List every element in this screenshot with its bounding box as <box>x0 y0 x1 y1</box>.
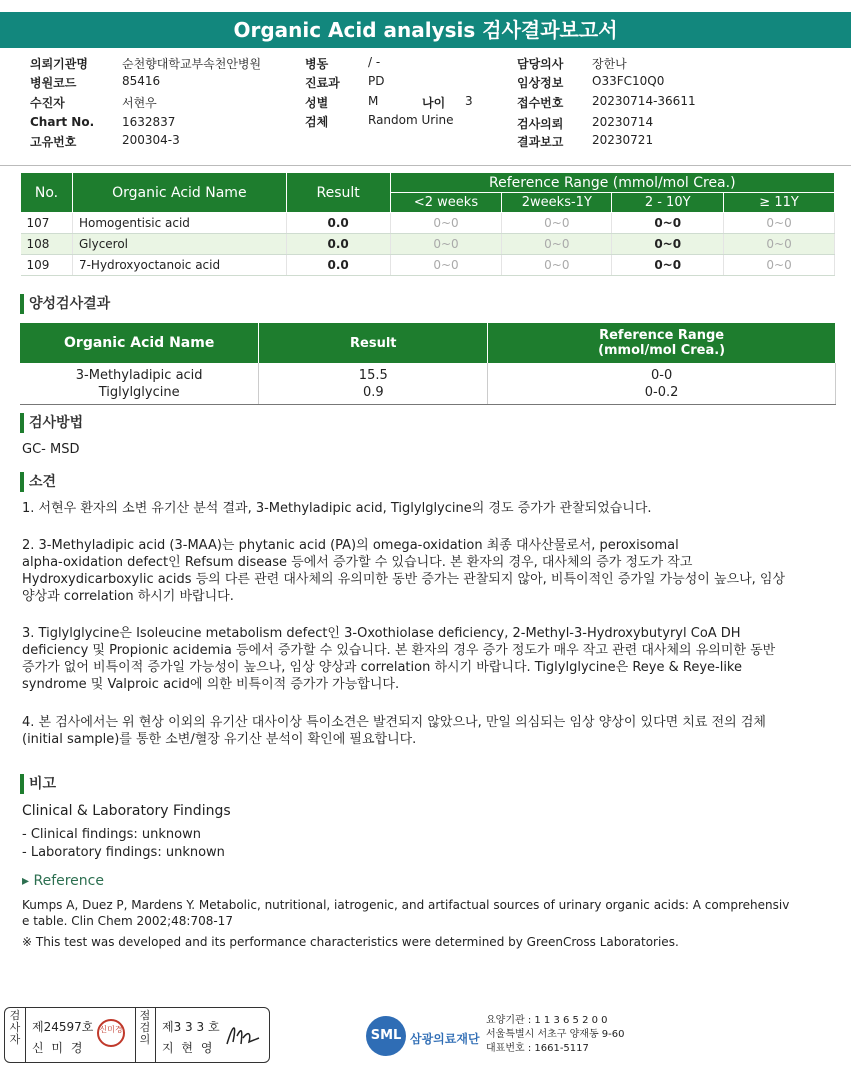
row-result: 0.0 <box>286 255 390 276</box>
test-note: ※ This test was developed and its performance characteristics were determined by GreenCross Laboratories. <box>22 935 679 949</box>
text-line: 2. 3-Methyladipic acid (3-MAA)는 phytanic acid (PA)의 omega-oxidation 최종 대사산물로서, peroxisomal <box>22 538 679 553</box>
info-label: 검사의뢰 <box>517 117 564 131</box>
info-label: 성별 <box>305 96 329 110</box>
row-name: Homogentisic acid <box>72 213 286 234</box>
section-title-opinion: 소견 <box>20 472 56 492</box>
col-header-result: Result <box>259 323 488 363</box>
text-line: deficiency 및 Propionic acidemia 등에서 증가할 수 있습니다. 본 환자의 경우 증가 정도가 매우 작고 관련 대사체의 유의미한 동반 <box>22 643 776 658</box>
info-value: 장한나 <box>592 57 627 71</box>
text-line: syndrome 및 Valproic acid에 의한 비특이적 증가가 가능합니다. <box>22 677 400 692</box>
row-ref: 0~0 <box>502 234 612 255</box>
reference-text <box>22 897 789 929</box>
examiner-label: 검사자 <box>9 1009 21 1046</box>
info-label: 임상정보 <box>517 76 564 90</box>
info-value: M <box>368 94 379 108</box>
info-value: 20230714 <box>592 115 654 129</box>
info-value: 20230721 <box>592 133 654 147</box>
text-line: Hydroxydicarboxylic acids 등의 다른 관련 대사체의 유의미한 동반 증가는 관찰되지 않아, 비특이적인 증가일 가능성이 높으나, 임상 <box>22 572 786 587</box>
checker-number: 제3 3 3 호 <box>162 1020 220 1034</box>
info-label: 병동 <box>305 57 329 71</box>
row-no: 107 <box>21 213 73 234</box>
text-line: 양상과 correlation 하시기 바랍니다. <box>22 589 234 604</box>
findings-item: - Clinical findings: unknown <box>22 827 201 842</box>
age-label: 나이 <box>422 96 446 110</box>
info-label: Chart No. <box>30 115 95 129</box>
table-row <box>21 213 835 234</box>
method-text: GC- MSD <box>22 442 80 457</box>
row-ref: 0~0 <box>390 234 502 255</box>
row-ref: 0~0 <box>612 234 724 255</box>
results-table <box>20 172 835 276</box>
row-result: 15.5 <box>259 363 488 384</box>
info-value: / - <box>368 55 381 69</box>
contact-line: 요양기관 : 1 1 3 6 5 2 0 0 <box>486 1015 608 1026</box>
row-no: 108 <box>21 234 73 255</box>
info-value: Random Urine <box>368 113 454 127</box>
info-label: 접수번호 <box>517 96 564 110</box>
row-ref: 0-0.2 <box>488 384 836 405</box>
checker-name: 지 현 영 <box>162 1041 215 1055</box>
contact-line: 서울특별시 서초구 양재동 9-60 <box>486 1029 625 1040</box>
col-header-name: Organic Acid Name <box>20 323 259 363</box>
row-no: 109 <box>21 255 73 276</box>
opinion-paragraph <box>22 625 775 693</box>
row-ref: 0~0 <box>724 255 835 276</box>
info-label: 수진자 <box>30 96 65 110</box>
ref-col-header: 2 - 10Y <box>612 193 724 213</box>
row-ref: 0~0 <box>612 255 724 276</box>
info-value: 85416 <box>122 74 161 88</box>
row-ref: 0~0 <box>502 255 612 276</box>
info-label: 의뢰기관명 <box>30 57 88 71</box>
col-header-result: Result <box>286 173 390 213</box>
opinion-paragraph: 1. 서현우 환자의 소변 유기산 분석 결과, 3-Methyladipic acid, Tiglylglycine의 경도 증가가 관찰되었습니다. <box>22 501 652 516</box>
reference-heading: ▸ Reference <box>22 873 104 889</box>
ref-col-header: <2 weeks <box>390 193 502 213</box>
reference-line: (mmol/mol Crea.) <box>598 343 726 358</box>
text-line: alpha-oxidation defect인 Refsum disease 등에서 증가할 수 있습니다. 본 환자의 경우, 대사체의 증가 정도가 작고 <box>22 555 693 570</box>
row-ref: 0~0 <box>724 234 835 255</box>
age-value: 3 <box>465 94 473 108</box>
section-title-positive: 양성검사결과 <box>20 294 110 314</box>
col-header-name: Organic Acid Name <box>72 173 286 213</box>
text-line: 3. Tiglylglycine은 Isoleucine metabolism defect인 3-Oxothiolase deficiency, 2-Methyl-3-Hydroxybutyryl CoA DH <box>22 626 741 641</box>
section-title-method: 검사방법 <box>20 413 83 433</box>
opinion-paragraph <box>22 714 766 748</box>
positive-results-table <box>20 323 836 405</box>
row-ref: 0~0 <box>724 213 835 234</box>
table-row <box>21 255 835 276</box>
row-name: 7-Hydroxyoctanoic acid <box>72 255 286 276</box>
divider <box>25 1008 26 1062</box>
row-ref: 0-0 <box>488 363 836 384</box>
divider <box>155 1008 156 1062</box>
row-result: 0.0 <box>286 213 390 234</box>
info-label: 결과보고 <box>517 135 564 149</box>
info-value: PD <box>368 74 385 88</box>
text-line: Kumps A, Duez P, Mardens Y. Metabolic, nutritional, iatrogenic, and artifactual sources of urinary organic acids: A comprehensiv <box>22 898 790 912</box>
row-ref: 0~0 <box>390 255 502 276</box>
ref-col-header: ≥ 11Y <box>724 193 835 213</box>
row-ref: 0~0 <box>390 213 502 234</box>
checker-label: 점검의 <box>139 1009 151 1046</box>
info-value: 순천향대학교부속천안병원 <box>122 57 262 71</box>
row-result: 0.0 <box>286 234 390 255</box>
info-label: 고유번호 <box>30 135 77 149</box>
col-header-no: No. <box>21 173 73 213</box>
row-ref: 0~0 <box>612 213 724 234</box>
table-row <box>20 363 836 384</box>
divider <box>0 165 851 166</box>
opinion-paragraph <box>22 537 785 605</box>
footer <box>0 1000 851 1070</box>
info-value: 200304-3 <box>122 133 180 147</box>
examiner-number: 제24597호 <box>32 1020 94 1034</box>
info-value: 1632837 <box>122 115 176 129</box>
col-header-reference <box>488 323 836 363</box>
org-name: 삼광의료재단 <box>410 1032 480 1046</box>
sml-logo: SML <box>366 1016 406 1056</box>
row-ref: 0~0 <box>502 213 612 234</box>
text-line: (initial sample)를 통한 소변/혈장 유기산 분석이 확인에 필요합니다. <box>22 732 417 747</box>
org-contact <box>486 1014 625 1056</box>
examiner-name: 신 미 경 <box>32 1041 85 1055</box>
row-name: Tiglylglycine <box>20 384 259 405</box>
info-value: O33FC10Q0 <box>592 74 665 88</box>
info-label: 담당의사 <box>517 57 564 71</box>
info-label: 진료과 <box>305 76 340 90</box>
table-row <box>21 234 835 255</box>
findings-heading: Clinical & Laboratory Findings <box>22 803 231 819</box>
row-name: 3-Methyladipic acid <box>20 363 259 384</box>
text-line: 증가가 없어 비특이적 증가일 가능성이 높으나, 임상 양상과 correlation 하시기 바랍니다. Tiglylglycine은 Reye & Reye-like <box>22 660 742 675</box>
contact-line: 대표번호 : 1661-5117 <box>486 1043 589 1054</box>
divider <box>135 1008 136 1062</box>
col-header-reference: Reference Range (mmol/mol Crea.) <box>390 173 834 193</box>
info-value: 20230714-36611 <box>592 94 696 108</box>
ref-col-header: 2weeks-1Y <box>502 193 612 213</box>
findings-item: - Laboratory findings: unknown <box>22 845 225 860</box>
section-title-remarks: 비고 <box>20 774 56 794</box>
table-row <box>20 384 836 405</box>
text-line: e table. Clin Chem 2002;48:708-17 <box>22 914 233 928</box>
signature-box <box>4 1007 270 1063</box>
row-result: 0.9 <box>259 384 488 405</box>
reference-line: Reference Range <box>599 328 725 343</box>
text-line: 4. 본 검사에서는 위 현상 이외의 유기산 대사이상 특이소견은 발견되지 않았으나, 만일 의심되는 임상 양상이 있다면 치료 전의 검체 <box>22 715 766 730</box>
row-name: Glycerol <box>72 234 286 255</box>
info-label: 병원코드 <box>30 76 77 90</box>
info-value: 서현우 <box>122 96 157 110</box>
seal-stamp: 신미경 <box>97 1019 125 1047</box>
signature-icon <box>223 1020 263 1052</box>
report-title: Organic Acid analysis 검사결과보고서 <box>0 12 851 48</box>
info-label: 검체 <box>305 115 329 129</box>
